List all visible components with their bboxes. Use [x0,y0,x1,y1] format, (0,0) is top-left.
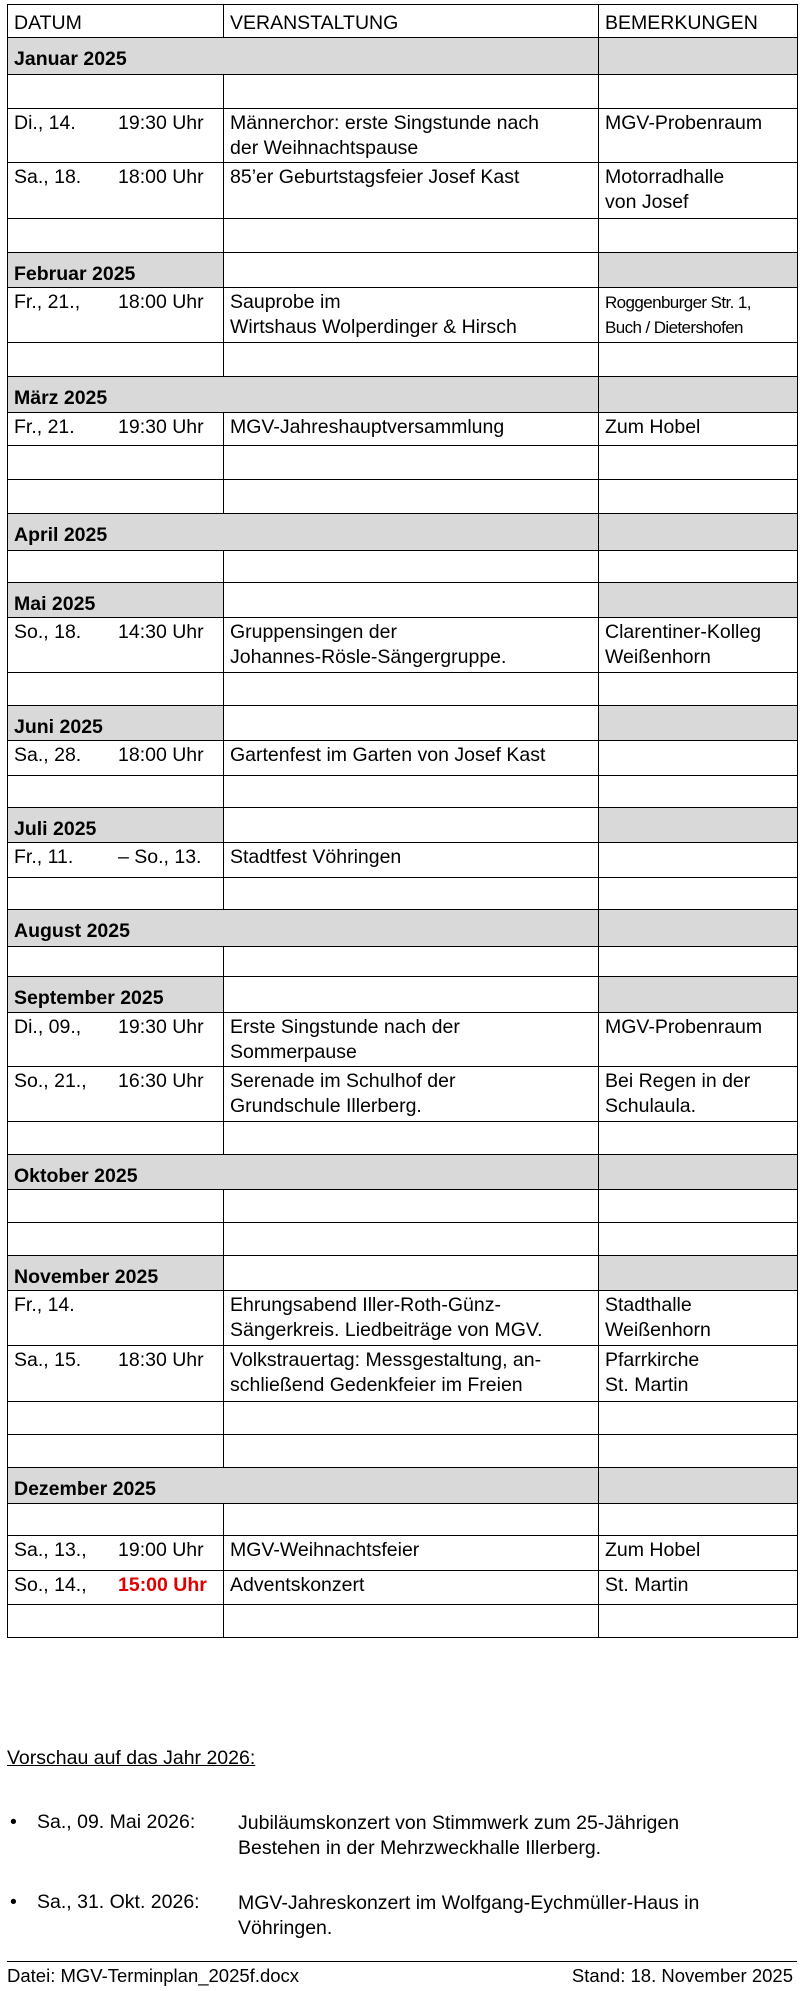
empty-row [8,673,798,706]
event-day: So., 21., [14,1070,87,1092]
month-label: Juni 2025 [8,706,224,741]
event-remark-cont: Weißenhorn [605,1319,711,1341]
event-title: Gartenfest im Garten von Josef Kast [230,744,546,766]
event-title: MGV-Weihnachtsfeier [230,1539,420,1561]
event-title-cont: Sommerpause [230,1041,357,1063]
footer-file: Datei: MGV-Terminplan_2025f.docx [7,1965,300,1986]
event-title-cont: Johannes-Rösle-Sängergruppe. [230,646,507,668]
event-remark: Stadthalle [605,1294,692,1316]
event-title: MGV-Jahreshauptversammlung [230,416,505,438]
event-remark-cont: Weißenhorn [605,646,711,668]
header-remarks: BEMERKUNGEN [599,5,798,38]
event-day: So., 14., [14,1574,87,1596]
preview-title: Vorschau auf das Jahr 2026: [7,1747,256,1769]
event-time: 18:00 Uhr [118,166,204,188]
month-row-april [8,514,798,551]
month-label: September 2025 [8,977,224,1013]
empty-row [8,776,798,808]
header-event: VERANSTALTUNG [224,5,599,38]
empty-row [8,551,798,583]
empty-row [8,75,798,109]
event-remark: Zum Hobel [605,416,701,438]
month-row-december [8,1468,798,1504]
table-row [8,618,798,673]
preview-text: MGV-Jahreskonzert im Wolfgang-Eychmüller-Haus in [238,1892,700,1914]
event-day: Fr., 21., [14,291,81,313]
event-day: Sa., 18. [14,166,82,188]
month-row-may [8,583,798,618]
preview-section [7,1747,797,1939]
event-remark: MGV-Probenraum [605,112,763,134]
event-remark-cont: Buch / Dietershofen [605,318,743,337]
month-row-february [8,253,798,288]
empty-row [8,878,798,910]
footer [7,1961,797,1988]
table-row [8,843,798,878]
month-row-march [8,377,798,413]
event-title: Sauprobe im [230,291,341,313]
empty-row [8,1402,798,1435]
empty-row [8,947,798,977]
empty-row [8,1223,798,1256]
month-row-june [8,706,798,741]
month-label: Februar 2025 [8,253,224,288]
event-remark-cont: von Josef [605,191,689,213]
table-row [8,1346,798,1402]
event-time: 14:30 Uhr [118,621,204,643]
table-row [8,1013,798,1067]
event-day: Di., 14. [14,112,76,134]
month-row-august [8,910,798,947]
event-remark: Zum Hobel [605,1539,701,1561]
table-row [8,163,798,219]
table-row [8,109,798,163]
event-title-cont: Sängerkreis. Liedbeiträge von MGV. [230,1319,543,1341]
month-label: Juli 2025 [8,808,224,843]
event-day: Fr., 21. [14,416,75,438]
month-label: Januar 2025 [8,38,599,75]
event-remark: St. Martin [605,1574,689,1596]
table-row [8,741,798,776]
bullet-icon: • [10,1811,17,1833]
month-label: April 2025 [8,514,599,551]
month-row-october [8,1155,798,1190]
event-remark: Pfarrkirche [605,1349,700,1371]
event-time: 19:30 Uhr [118,416,204,438]
event-title: Volkstrauertag: Messgestaltung, an- [230,1349,542,1371]
event-title: Stadtfest Vöhringen [230,846,402,868]
empty-row [8,446,798,480]
footer-stand: Stand: 18. November 2025 [571,1965,793,1986]
event-time: 19:00 Uhr [118,1539,204,1561]
event-remark: MGV-Probenraum [605,1016,763,1038]
month-label: März 2025 [8,377,599,413]
empty-row [8,1504,798,1536]
month-label: Mai 2025 [8,583,224,618]
event-title: Gruppensingen der [230,621,397,643]
month-label: Oktober 2025 [8,1155,599,1190]
event-title: Männerchor: erste Singstunde nach [230,112,539,134]
empty-row [8,1435,798,1468]
preview-text-cont: Vöhringen. [238,1917,333,1939]
table-header-row [8,5,798,38]
event-remark-cont: St. Martin [605,1374,689,1396]
table-row [8,1291,798,1346]
empty-row [8,1190,798,1223]
event-remark: Roggenburger Str. 1, [605,293,751,312]
table-row [8,413,798,446]
event-title: Ehrungsabend Iller-Roth-Günz- [230,1294,501,1316]
schedule-table [7,4,798,1638]
event-title: Adventskonzert [230,1574,365,1596]
event-title-cont: schließend Gedenkfeier im Freien [230,1374,523,1396]
event-title-cont: Grundschule Illerberg. [230,1095,422,1117]
event-day: Di., 09., [14,1016,82,1038]
month-row-november [8,1256,798,1291]
event-day: Sa., 28. [14,744,82,766]
empty-row [8,1605,798,1638]
empty-row [8,480,798,514]
event-day: So., 18. [14,621,82,643]
event-remark-cont: Schulaula. [605,1095,697,1117]
month-label: November 2025 [8,1256,224,1291]
event-day: Fr., 14. [14,1294,75,1316]
event-time: 19:30 Uhr [118,112,204,134]
table-row [8,288,798,343]
header-date: DATUM [8,5,224,38]
preview-text-cont: Bestehen in der Mehrzweckhalle Illerberg. [238,1837,602,1859]
event-remark: Bei Regen in der [605,1070,751,1092]
event-title-cont: der Weihnachtspause [230,137,419,159]
empty-row [8,219,798,253]
event-remark: Motorradhalle [605,166,725,188]
empty-row [8,1122,798,1155]
preview-date: Sa., 09. Mai 2026: [37,1811,196,1833]
table-row [8,1067,798,1122]
event-day: Fr., 11. [14,846,74,868]
event-time: 18:30 Uhr [118,1349,204,1371]
table-row [8,1536,798,1571]
event-day: Sa., 13., [14,1539,87,1561]
month-row-july [8,808,798,843]
event-time: 18:00 Uhr [118,291,204,313]
table-row [8,1571,798,1605]
bullet-icon: • [10,1891,17,1913]
month-row-september [8,977,798,1013]
month-label: Dezember 2025 [8,1468,599,1504]
event-time: 18:00 Uhr [118,744,204,766]
event-time: 16:30 Uhr [118,1070,204,1092]
month-row-january [8,38,798,75]
event-remark: Clarentiner-Kolleg [605,621,762,643]
event-title: 85’er Geburtstagsfeier Josef Kast [230,166,520,188]
event-title: Erste Singstunde nach der [230,1016,460,1038]
event-title-cont: Wirtshaus Wolperdinger & Hirsch [230,316,517,338]
event-time: 19:30 Uhr [118,1016,204,1038]
event-day: Sa., 15. [14,1349,82,1371]
empty-row [8,343,798,377]
preview-date: Sa., 31. Okt. 2026: [37,1891,200,1913]
preview-text: Jubiläumskonzert von Stimmwerk zum 25-Jährigen [238,1812,680,1834]
month-label: August 2025 [8,910,599,947]
event-time: – So., 13. [118,846,202,868]
event-time-highlighted: 15:00 Uhr [118,1574,207,1596]
event-title: Serenade im Schulhof der [230,1070,456,1092]
